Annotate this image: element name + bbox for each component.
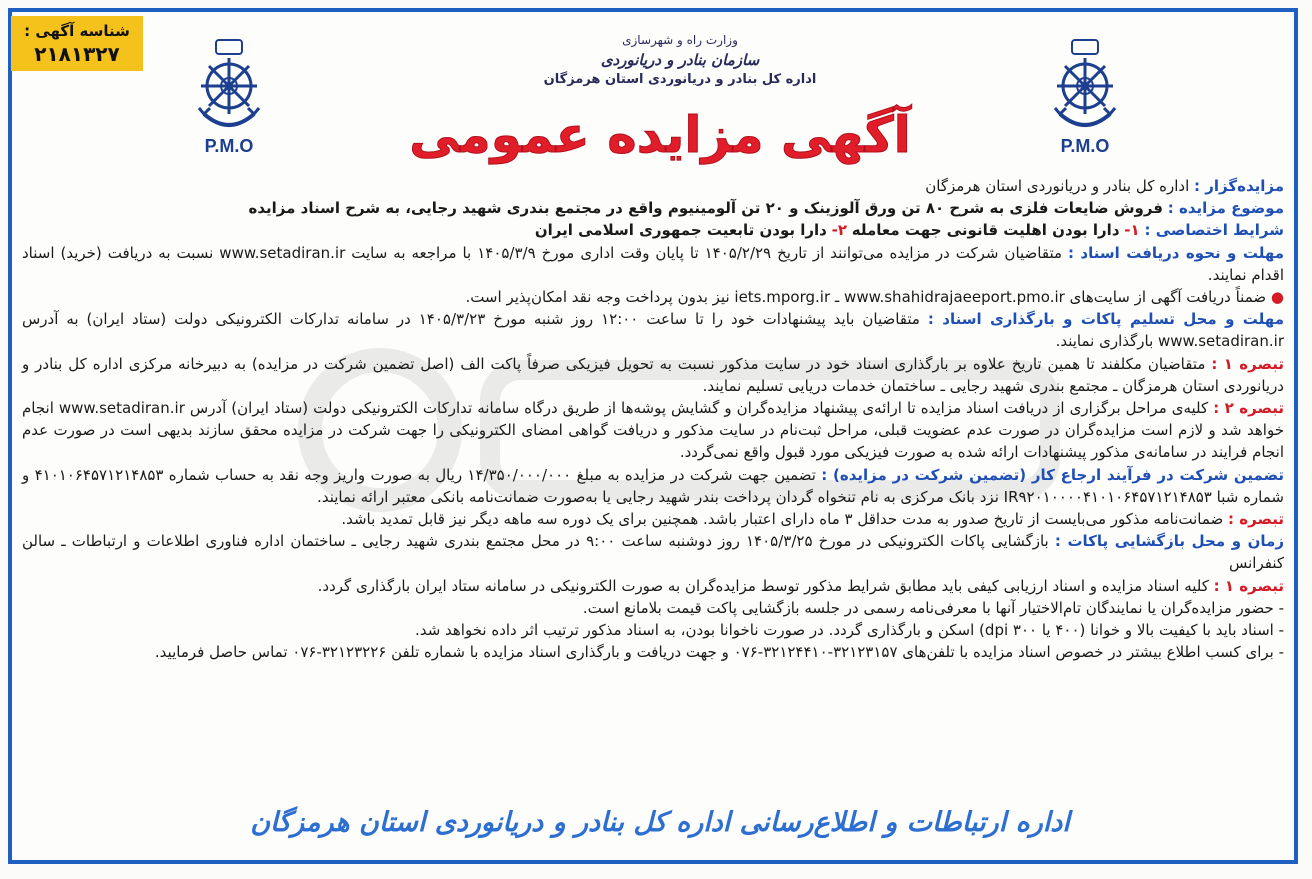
opening-key: زمان و محل بازگشایی پاکات : — [1054, 532, 1284, 551]
note1-key: تبصره ۱ : — [1211, 354, 1284, 373]
auctioneer-line — [22, 175, 1284, 197]
pmo-logo-left — [184, 36, 274, 176]
anchor-icon — [194, 36, 264, 136]
opening-value: بازگشایی پاکات الکترونیکی در مورخ ۱۴۰۵/۳/۲۵ روز دوشنبه ساعت ۹:۰۰ در محل مجتمع بندری شهید رجایی ـ ساختمان اداره فناوری اطلاعات و ارتباطات ـ سالن کنفرانس — [22, 532, 1284, 573]
bullet-dot-icon: ● — [1270, 288, 1284, 307]
guarantee-line — [22, 464, 1284, 508]
pmo-caption-left: P.M.O — [204, 136, 254, 156]
submit-line — [22, 308, 1284, 352]
note2-value: کلیه‌ی مراحل برگزاری از دریافت اسناد مزایده تا ارائه‌ی پیشنهاد مزایده‌گران و گشایش پوشه‌ها از طریق درگاه سامانه تدارکات الکترونیکی دولت (ستاد ایران) آدرس www.setadiran.ir انجام خواهد شد و لازم است مزایده‌گران در صورت عدم عضویت قبلی، مراحل ثبت‌نام در سایت مذکور و دریافت گواهی امضای الکترونیکی را جهت شرکت در مزایده محقق سازند بدیهی است در صورت عدم انجام فرایند در سامانه‌ی مذکور پیشنهادات ارائه شده به صورت فیزیکی مورد قبول واقع نمی‌گردد. — [22, 399, 1284, 462]
bullet1-line: - حضور مزایده‌گران یا نمایندگان تام‌الاختیار آنها با معرفی‌نامه رسمی در جلسه بازگشایی پاکت قیمت بلامانع است. — [582, 598, 1284, 617]
department-name: اداره کل بنادر و دریانوردی استان هرمزگان — [543, 72, 817, 87]
ministry-name: وزارت راه و شهرسازی — [622, 33, 738, 47]
note3-key: تبصره : — [1228, 510, 1284, 529]
subject-key: موضوع مزایده : — [1167, 199, 1284, 218]
special-line — [22, 219, 1284, 241]
guarantee-key: تضمین شرکت در فرآیند ارجاع کار (تضمین شرکت در مزایده) : — [821, 465, 1285, 484]
submit-key: مهلت و محل تسلیم پاکات و بارگذاری اسناد : — [927, 310, 1284, 329]
note2-key: تبصره ۲ : — [1213, 399, 1284, 418]
note4-key: تبصره ۱ : — [1213, 576, 1284, 595]
deadline-value: متقاضیان شرکت در مزایده می‌توانند از تاریخ ۱۴۰۵/۲/۲۹ تا پایان وقت اداری مورخ ۱۴۰۵/۳/۹ با مراجعه به سایت www.setadiran.ir نسبت به دریافت (خرید) اسناد اقدام نمایند. — [22, 243, 1284, 284]
deadline-key: مهلت و نحوه دریافت اسناد : — [1068, 243, 1285, 262]
deadline-line — [22, 242, 1284, 286]
anchor-icon — [1050, 36, 1120, 136]
guarantee-value: تضمین جهت شرکت در مزایده به مبلغ ۱۴/۳۵۰/۰۰۰/۰۰۰ ریال به صورت واریز وجه نقد به حساب شماره ۴۱۰۱۰۶۴۵۷۱۲۱۴۸۵۳ و شماره شبا IR۹۲۰۱۰۰۰۰۴۱۰۱۰۶۴۵۷۱۲۱۴۸۵۳ نزد بانک مرکزی به نام تنخواه گردان پرداخت بندر شهید رجایی یا به‌صورت ضمانت‌نامه بانکی معتبر ارائه نمایند. — [22, 465, 1284, 506]
special-num-1: ۱- — [1124, 221, 1140, 240]
special-key: شرایط اختصاصی : — [1144, 221, 1284, 240]
pmo-caption-right: P.M.O — [1060, 136, 1110, 156]
footer-signature: اداره ارتباطات و اطلاع‌رسانی اداره کل بنادر و دریانوردی استان هرمزگان — [250, 807, 1070, 838]
note1-value: متقاضیان مکلفند تا همین تاریخ علاوه بر بارگذاری اسناد خود در سایت مذکور نسبت به تحویل فیزیکی صرفاً پاکت الف (اصل تضمین شرکت در مزایده) به دبیرخانه مرکزی اداره کل بنادر و دریانوردی استان هرمزگان ـ مجتمع بندری شهید رجایی ـ ساختمان خدمات دریایی تسلیم نمایند. — [22, 354, 1284, 395]
subject-line — [22, 197, 1284, 219]
org-header — [520, 30, 840, 90]
auctioneer-value: اداره کل بنادر و دریانوردی استان هرمزگان — [925, 177, 1190, 195]
opening-line — [22, 530, 1284, 574]
note3-value: ضمانت‌نامه مذکور می‌بایست از تاریخ صدور به مدت حداقل ۳ ماه دارای اعتبار باشد. همچنین برای یک دوره سه ماهه دیگر نیز قابل تمدید باشد. — [341, 510, 1224, 529]
note2-line — [22, 397, 1284, 464]
also-value: ضمناً دریافت آگهی از سایت‌های www.shahidrajaeeport.pmo.ir ـ iets.mporg.ir نیز بدون پرداخت وجه نقد امکان‌پذیر است. — [465, 288, 1267, 307]
subject-value: فروش ضایعات فلزی به شرح ۸۰ تن ورق آلوزینک و ۲۰ تن آلومینیوم واقع در مجتمع بندری شهید رجایی، به شرح اسناد مزایده — [248, 199, 1164, 218]
bullet3-line: - برای کسب اطلاع بیشتر در خصوص اسناد مزایده با تلفن‌های ۳۲۱۲۳۱۵۷-۳۲۱۲۴۴۱۰-۰۷۶ و جهت دریافت و بارگذاری اسناد مزایده با شماره تلفن ۳۲۱۲۳۲۲۶-۰۷۶ تماس حاصل فرمایید. — [154, 643, 1284, 662]
note4-line — [22, 575, 1284, 597]
note4-value: کلیه اسناد مزایده و اسناد ارزیابی کیفی باید مطابق شرایط مذکور توسط مزایده‌گران به صورت الکترونیکی در سامانه ستاد ایران بارگذاری گردد. — [317, 576, 1209, 595]
note1-line — [22, 353, 1284, 397]
organization-name: سازمان بنادر و دریانوردی — [600, 51, 760, 69]
notice-title: آگهی مزایده عمومی — [409, 106, 911, 164]
submit-value: متقاضیان باید پیشنهادات خود را تا ساعت ۱۲:۰۰ روز شنبه مورخ ۱۴۰۵/۳/۲۳ در سامانه تدارکات الکترونیکی دولت (ستاد ایران) به آدرس www.setadiran.ir بارگذاری نمایند. — [22, 310, 1284, 351]
notice-body — [22, 175, 1284, 663]
special-value-1: دارا بودن اهلیت قانونی جهت معامله — [851, 221, 1120, 240]
auctioneer-key: مزایده‌گزار : — [1194, 177, 1284, 195]
notice-id-label: شناسه آگهی : — [24, 22, 130, 40]
also-line — [22, 286, 1284, 308]
notice-id-number: ۲۱۸۱۳۲۷ — [34, 42, 120, 66]
bullet2-line: - اسناد باید با کیفیت بالا و خوانا (۴۰۰ یا ۳۰۰ dpi) اسکن و بارگذاری گردد. در صورت ناخوانا بودن، به اسناد مذکور ترتیب اثر داده نخواهد شد. — [415, 621, 1284, 640]
special-num-2: ۲- — [831, 221, 848, 240]
note3-line — [22, 508, 1284, 530]
notice-id-badge — [11, 16, 143, 71]
special-value-2: دارا بودن تابعیت جمهوری اسلامی ایران — [534, 221, 827, 240]
pmo-logo-right — [1040, 36, 1130, 176]
